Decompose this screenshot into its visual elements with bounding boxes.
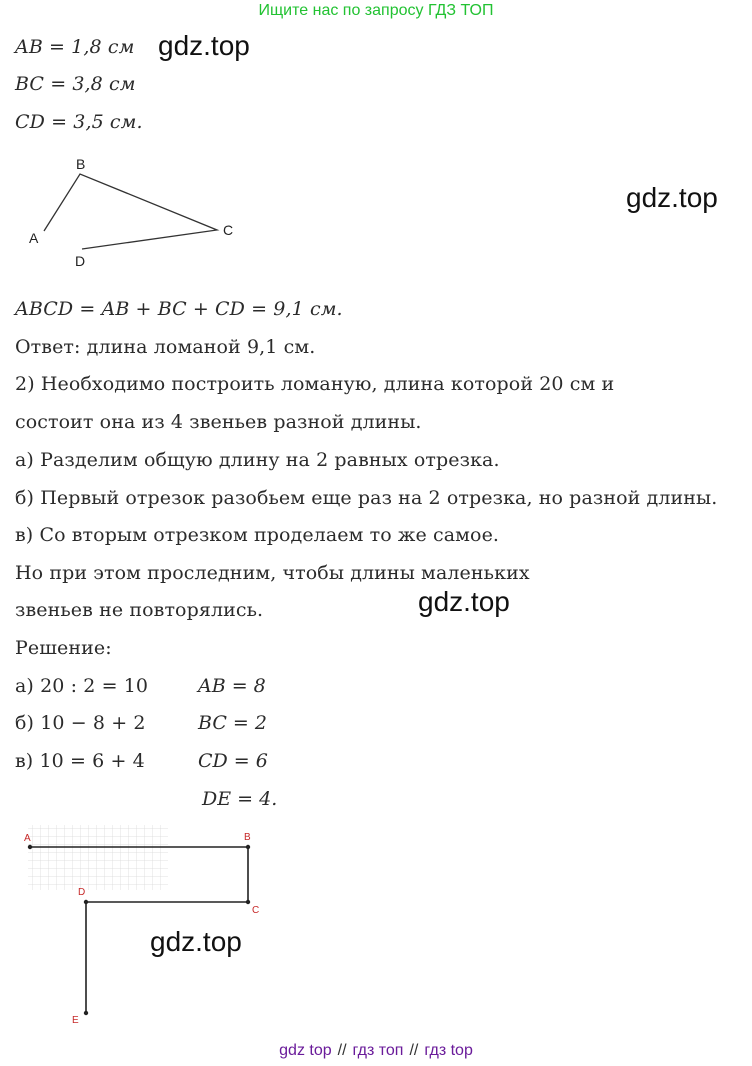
top-banner[interactable]: Ищите нас по запросу ГДЗ ТОП	[258, 2, 494, 19]
footer-separator: //	[337, 1042, 347, 1059]
point-label-a: A	[29, 230, 39, 246]
point-label-c: C	[223, 222, 234, 238]
watermark: gdz.top	[158, 30, 250, 61]
point-label-c: C	[252, 905, 260, 916]
point-label-a: A	[24, 833, 31, 844]
solution-heading: Решение:	[15, 637, 112, 659]
step-b: б) Первый отрезок разобьем еще раз на 2 отрезка, но разной длины.	[15, 487, 718, 509]
given-cd: CD = 3,5 см.	[15, 111, 143, 133]
step-v: в) Со вторым отрезком проделаем то же самое.	[15, 524, 500, 546]
point-label-d: D	[75, 253, 86, 269]
footer-link-1[interactable]: gdz top	[279, 1042, 332, 1059]
watermark: gdz.top	[150, 926, 242, 957]
solution-row-right: AB = 8	[198, 675, 266, 697]
solution-row-right: DE = 4.	[202, 788, 278, 810]
note-line-2: звеньев не повторялись.	[15, 599, 264, 621]
solution-row-right: CD = 6	[198, 750, 268, 772]
solution-row-left: в) 10 = 6 + 4	[15, 750, 145, 772]
sum-line: ABCD = AB + BC + CD = 9,1 см.	[15, 298, 343, 320]
solution-row-left: б) 10 − 8 + 2	[15, 712, 146, 734]
task2-line-1: 2) Необходимо построить ломаную, длина которой 20 см и	[15, 373, 615, 395]
polyline-abcd	[44, 174, 217, 249]
watermark: gdz.top	[418, 586, 510, 617]
footer-link-2[interactable]: гдз топ	[352, 1042, 404, 1059]
point-label-d: D	[78, 887, 86, 898]
point-label-e: E	[72, 1015, 79, 1026]
polyline-figure-abcd	[0, 150, 260, 275]
solution-row-right: BC = 2	[198, 712, 267, 734]
footer-links	[0, 1042, 752, 1060]
given-bc: BC = 3,8 см	[15, 73, 136, 95]
grid-background	[28, 825, 168, 890]
solution-row-left: а) 20 : 2 = 10	[15, 675, 149, 697]
answer-line: Ответ: длина ломаной 9,1 см.	[15, 336, 316, 358]
polyline-figure-abcde	[0, 820, 280, 1030]
point-label-b: B	[76, 156, 86, 172]
note-line-1: Но при этом проследним, чтобы длины маленьких	[15, 562, 530, 584]
step-a: а) Разделим общую длину на 2 равных отрезка.	[15, 449, 500, 471]
task2-line-2: состоит она из 4 звеньев разной длины.	[15, 411, 422, 433]
watermark: gdz.top	[626, 182, 718, 213]
point-label-b: B	[244, 832, 251, 843]
footer-link-3[interactable]: гдз top	[424, 1042, 473, 1059]
given-ab: AB = 1,8 см	[15, 36, 135, 58]
footer-separator: //	[409, 1042, 419, 1059]
